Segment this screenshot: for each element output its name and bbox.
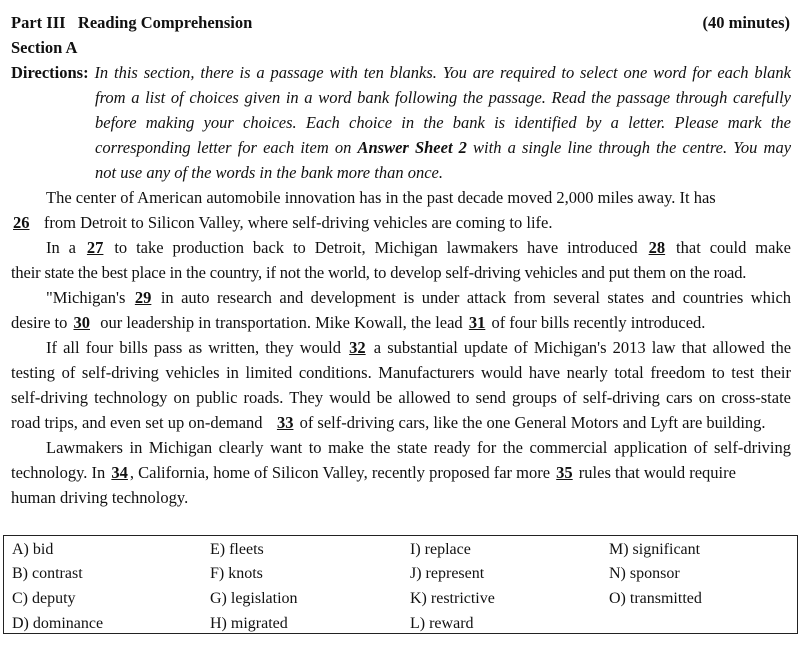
directions-line-1 — [11, 63, 791, 83]
passage-line-7 — [46, 338, 791, 358]
passage-line-12 — [11, 463, 736, 483]
time-limit: (40 minutes) — [702, 13, 790, 32]
bank-option: H) migrated — [210, 615, 288, 632]
passage-text-12b: , California, home of Silicon Valley, recently proposed far more — [129, 463, 551, 482]
passage-text-12c: rules that would require — [578, 463, 736, 482]
passage-line-5 — [46, 288, 791, 308]
bank-option: N) sponsor — [609, 565, 680, 582]
passage-line-4: their state the best place in the country, if not the world, to develop self-driving vehicles and put them on the road. — [11, 263, 747, 282]
blank-27: 27 — [86, 238, 104, 257]
bank-option: G) legislation — [210, 590, 298, 607]
passage-text-10a: road trips, and even set up on-demand — [11, 413, 263, 432]
blank-35: 35 — [556, 463, 573, 482]
directions-line-2: from a list of choices given in a word bank following the passage. Read the passage through carefully — [95, 88, 791, 107]
passage-text-5a: "Michigan's — [46, 288, 126, 307]
bank-option: F) knots — [210, 565, 263, 582]
passage-text-12a: technology. In — [11, 463, 106, 482]
passage-line-1: The center of American automobile innovation has in the past decade moved 2,000 miles away. It has — [46, 188, 716, 207]
blank-33: 33 — [276, 413, 294, 432]
directions-line-4 — [95, 138, 791, 158]
bank-option: A) bid — [12, 541, 54, 558]
passage-line-10 — [11, 413, 766, 433]
bank-option: B) contrast — [12, 565, 83, 582]
bank-option: J) represent — [410, 565, 485, 582]
bank-option: L) reward — [410, 615, 474, 632]
passage-text-6b: our leadership in transportation. Mike Kowall, the lead — [100, 313, 463, 332]
directions-text-4a: corresponding letter for each item on — [95, 138, 352, 157]
passage-line-6 — [11, 313, 705, 333]
bank-option: E) fleets — [210, 541, 264, 558]
blank-28: 28 — [648, 238, 666, 257]
passage-line-3 — [46, 238, 791, 258]
blank-30: 30 — [73, 313, 90, 332]
part-number: Part III — [11, 13, 66, 32]
part-title: Reading Comprehension — [77, 13, 253, 32]
blank-26: 26 — [13, 213, 30, 232]
passage-line-13: human driving technology. — [11, 488, 189, 507]
passage-line-11: Lawmakers in Michigan clearly want to make the state ready for the commercial application of self-driving — [46, 438, 791, 457]
part-heading — [11, 13, 252, 33]
passage-text-2: from Detroit to Silicon Valley, where self-driving vehicles are coming to life. — [43, 213, 553, 232]
passage-line-2 — [11, 213, 552, 233]
directions-text-4b: with a single line through the centre. You may — [473, 138, 792, 157]
blank-31: 31 — [468, 313, 486, 332]
passage-text-3b: to take production back to Detroit, Michigan lawmakers have introduced — [114, 238, 638, 257]
passage-text-10b: of self-driving cars, like the one General Motors and Lyft are building. — [299, 413, 766, 432]
bank-option: I) replace — [410, 541, 471, 558]
directions-text-1: In this section, there is a passage with ten blanks. You are required to select one word for each blank — [94, 63, 791, 82]
section-heading: Section A — [11, 38, 78, 57]
bank-option: C) deputy — [12, 590, 76, 607]
directions-label: Directions: — [11, 63, 89, 82]
blank-32: 32 — [349, 338, 366, 357]
word-bank — [3, 535, 798, 634]
blank-34: 34 — [111, 463, 128, 482]
passage-text-7b: a substantial update of Michigan's 2013 law that allowed the — [373, 338, 792, 357]
bank-option: D) dominance — [12, 615, 104, 632]
directions-line-5: not use any of the words in the bank more than once. — [95, 163, 443, 182]
blank-29: 29 — [134, 288, 152, 307]
bank-option: K) restrictive — [410, 590, 495, 607]
passage-line-9: self-driving technology on public roads. They would be allowed to send groups of self-driving cars on cross-state — [11, 388, 791, 407]
passage-text-7a: If all four bills pass as written, they would — [46, 338, 342, 357]
answer-sheet-ref: Answer Sheet 2 — [357, 138, 467, 157]
passage-text-5b: in auto research and development is under attack from several states and countries which — [160, 288, 792, 307]
passage-text-6c: of four bills recently introduced. — [491, 313, 706, 332]
directions-line-3: before making your choices. Each choice in the bank is identified by a letter. Please mark the — [95, 113, 791, 132]
passage-line-8: testing of self-driving vehicles in limited conditions. Manufacturers would have nearly total freedom to test their — [11, 363, 791, 382]
bank-option: O) transmitted — [609, 590, 702, 607]
passage-text-6a: desire to — [11, 313, 68, 332]
passage-text-3c: that could make — [676, 238, 792, 257]
bank-option: M) significant — [609, 541, 701, 558]
passage-text-3a: In a — [46, 238, 76, 257]
